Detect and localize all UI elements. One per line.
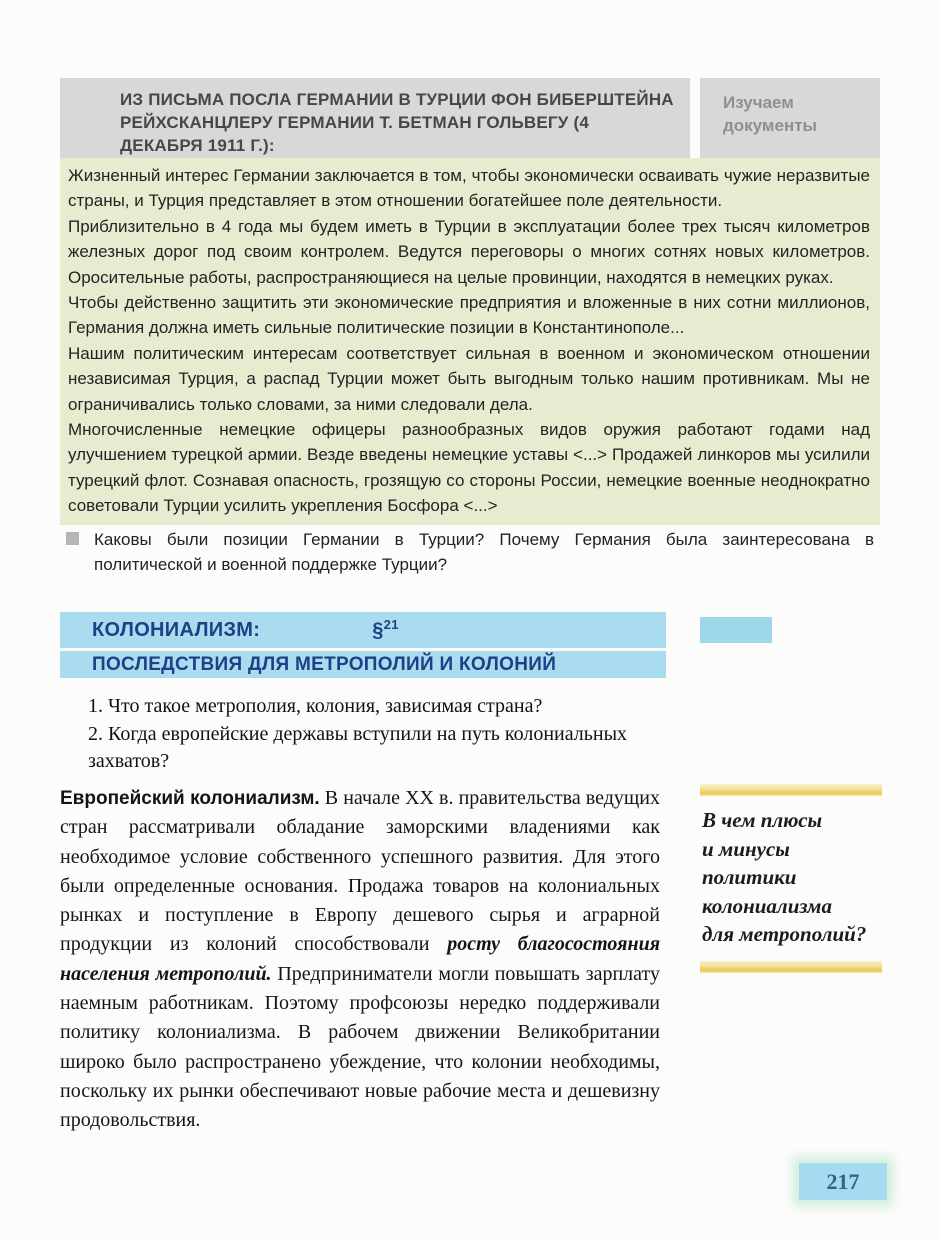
margin-note-top-rule [700,784,882,796]
section-heading [60,612,666,678]
margin-note-line: колониализма [702,893,832,918]
document-question-text: Каковы были позиции Германии в Турции? Почему Германия была заинтересована в политической и военной поддержке Турции? [94,530,874,574]
excerpt-paragraph: Чтобы действенно защитить эти экономические предприятия и вложенные в них сотни миллионов, Германия должна иметь сильные политические позиции в Константинополе... [68,293,870,338]
margin-note [700,784,882,1136]
badge-line-2: документы [723,116,818,135]
margin-note-line: и минусы [702,836,790,861]
margin-note-line: В чем плюсы [702,808,823,832]
margin-note-text [702,806,882,949]
square-bullet-icon [66,532,79,545]
paragraph-sign: § [372,619,384,642]
body-text-after-emphasis: Предприниматели могли повышать зарплату наемным работникам. Поэтому профсоюзы нередко поддерживали политику колониализма. В рабочем движении Великобритании широко было распространено убеждение, что колонии необходимы, поскольку их рынки обеспечивают новые рабочие места и дешевизну продовольствия. [60,962,660,1132]
section-heading-line-1 [60,612,666,648]
section-title-part-2: ПОСЛЕДСТВИЯ ДЛЯ МЕТРОПОЛИЙ И КОЛОНИЙ [92,653,557,675]
document-header [60,78,880,167]
page-number: 217 [826,1168,860,1194]
body-text-before-emphasis: В начале XX в. правительства ведущих стран рассматривали обладание заморскими владениями как необходимое условие собственного успешного развития. Для этого были определенные основания. Продажа товаров на колониальных рынках и поступление в Европу дешевого сырья и аграрной продукции из колоний способствовали [60,787,660,956]
excerpt-paragraph: Нашим политическим интересам соответствует сильная в военном и экономическом отношении независимая Турция, а распад Турции может быть выгодным только нашим противникам. Мы не ограничивались только словами, за ними следовали дела. [68,343,870,414]
intro-question-2: 2. Когда европейские державы вступили на путь колониальных захватов? [88,722,628,772]
paragraph-lead: Европейский колониализм. [60,788,320,809]
decorative-cyan-rect [700,617,772,643]
badge-line-1: Изучаем [723,93,794,112]
main-body-text [60,784,660,1136]
excerpt-paragraph: Приблизительно в 4 года мы будем иметь в Турции в эксплуатации более трех тысяч километров железных дорог под своим контролем. Ведутся переговоры о многих сотнях новых километров. Оросительные работы, распространяющиеся на целые провинции, находятся в немецких руках. [68,216,870,287]
paragraph-number [372,617,399,643]
document-title: ИЗ ПИСЬМА ПОСЛА ГЕРМАНИИ В ТУРЦИИ ФОН БИБЕРШТЕЙНА РЕЙХСКАНЦЛЕРУ ГЕРМАНИИ Т. БЕТМАН ГОЛЬВЕГУ (4 ДЕКАБРЯ 1911 Г.): [120,90,674,155]
document-question [62,527,880,577]
section-heading-line-2 [60,651,666,678]
margin-note-bottom-rule [700,961,882,973]
main-content-row [60,784,882,1136]
intro-question-1: 1. Что такое метрополия, колония, зависимая страна? [88,695,543,717]
study-documents-badge [700,78,880,167]
page-number-box [799,1163,887,1200]
document-title-box [60,78,690,167]
paragraph-number-sup: 21 [383,617,399,633]
section-title-part-1: КОЛОНИАЛИЗМ: [92,618,261,641]
document-excerpt [60,158,880,525]
margin-note-line: для метрополий? [702,922,867,947]
intro-questions [88,693,680,776]
emphasized-phrase: росту благосостояния населения метрополий. [60,933,661,985]
excerpt-paragraph: Многочисленные немецкие офицеры разнообразных видов оружия работают годами над улучшением турецкой армии. Везде введены немецкие уставы <...> Продажей линкоров мы усилили турецкий флот. Сознавая опасность, грозящую со стороны России, немецкие военные неоднократно советовали Турции усилить укрепления Босфора <...> [68,420,870,516]
margin-note-line: политики [702,865,797,890]
excerpt-paragraph: Жизненный интерес Германии заключается в том, чтобы экономически осваивать чужие неразвитые страны, и Турция представляет в этом отношении богатейшее поле деятельности. [68,166,870,211]
